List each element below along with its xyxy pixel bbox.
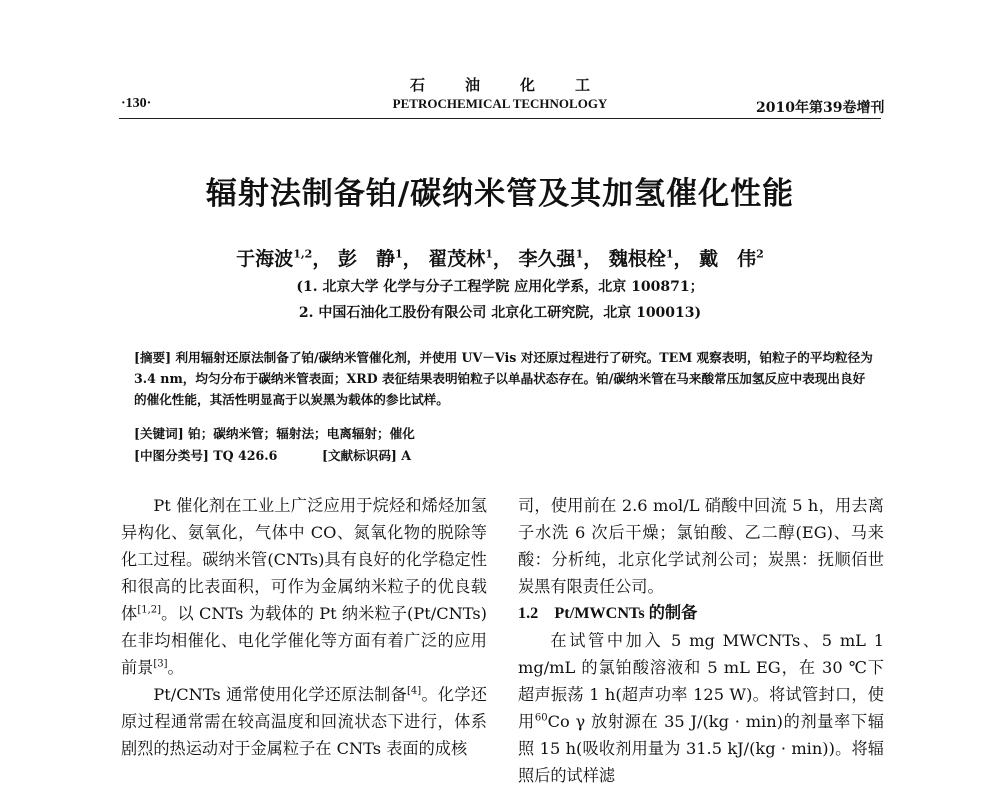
page-number: ·130·	[121, 96, 152, 111]
citation: [3]	[153, 658, 168, 670]
doc-code-value: A	[401, 448, 412, 463]
citation: [1,2]	[137, 604, 162, 616]
doc-code-label: [文献标识码]	[322, 448, 397, 463]
author-affiliation-mark: 1	[394, 247, 403, 261]
author-affiliation-mark: 1,2	[293, 247, 313, 261]
author-affiliation-mark: 1	[665, 247, 674, 261]
header-rule	[119, 118, 881, 119]
body-text: Pt/CNTs 通常使用化学还原法制备	[153, 685, 408, 704]
author-affiliation-mark: 1	[485, 247, 493, 261]
paper-title: 辐射法制备铂/碳纳米管及其加氢催化性能	[205, 176, 795, 212]
body-text: Pt 催化剂在工业上广泛应用于烷烃和烯烃加氢异构化、氨氧化，气体中 CO、氮氧化物的脱除等化工过程。碳纳米管(CNTs)具有良好的化学稳定性和很高的比表面积，可作为金属纳米粒子的优良载体	[121, 496, 487, 623]
citation: [4]	[407, 685, 422, 697]
abstract-label: [摘要]	[134, 350, 172, 365]
author: 魏根栓	[608, 248, 666, 270]
body-paragraph	[121, 492, 487, 681]
author-affiliation-mark: 1	[575, 247, 584, 261]
body-column-left	[121, 492, 487, 762]
body-text: Co γ 放射源在 35 J/(kg · min)的剂量率下辐照 15 h(吸收剂用量为 31.5 kJ/(kg · min))。将辐照后的试样滤	[518, 712, 884, 785]
document-code	[322, 445, 411, 464]
body-text: 在试管中加入 5 mg MWCNTs、5 mL 1 mg/mL 的氯铂酸溶液和 5 mL EG，在 30 ℃下超声振荡 1 h(超声功率 125 W)。将试管封口，使用	[518, 631, 884, 731]
author: 戴 伟	[699, 248, 757, 270]
section-heading: 1.2 Pt/MWCNTs 的制备	[518, 604, 698, 622]
clc-value: TQ 426.6	[213, 448, 278, 463]
body-text: 。	[167, 658, 184, 677]
clc-number	[134, 445, 277, 464]
author: 翟茂林	[428, 248, 486, 270]
body-text: 。以 CNTs 为载体的 Pt 纳米粒子(Pt/CNTs)在非均相催化、电化学催化等方面有着广泛的应用前景	[121, 604, 488, 677]
body-text: 。化学还原过程通常需在较高温度和回流状态下进行，体系剧烈的热运动对于金属粒子在 CNTs 表面的成核	[121, 685, 487, 758]
author-affiliation-mark: 2	[756, 247, 764, 261]
author: 于海波	[236, 248, 294, 270]
abstract	[134, 347, 876, 410]
keywords-label: [关键词]	[134, 426, 184, 441]
author: 李久强	[518, 248, 576, 270]
body-column-right	[518, 492, 884, 789]
issue-label: 2010年第39卷增刊	[756, 100, 885, 116]
journal-name-en: PETROCHEMICAL TECHNOLOGY	[392, 96, 608, 111]
abstract-text: 利用辐射还原法制备了铂/碳纳米管催化剂，并使用 UV－Vis 对还原过程进行了研究。TEM 观察表明，铂粒子的平均粒径为 3.4 nm，均匀分布于碳纳米管表面；XRD 表征结果表明铂粒子以单晶状态存在。铂/碳纳米管在马来酸常压加氢反应中表现出良好的催化性能，其活性明显高于以炭黑为载体的参比试样。	[134, 350, 873, 407]
body-paragraph: 司，使用前在 2.6 mol/L 硝酸中回流 5 h，用去离子水洗 6 次后干燥；氯铂酸、乙二醇(EG)、马来酸：分析纯，北京化学试剂公司；炭黑：抚顺佰世炭黑有限责任公司。	[518, 496, 884, 596]
body-paragraph	[121, 681, 487, 762]
affiliation-1: (1. 北京大学 化学与分子工程学院 应用化学系，北京 100871；	[296, 279, 704, 295]
clc-label: [中图分类号]	[134, 448, 209, 463]
author: 彭 静	[337, 248, 395, 270]
body-paragraph	[518, 627, 884, 789]
isotope-mass-number: 60	[534, 712, 548, 724]
journal-name-zh: 石油化工	[409, 76, 630, 94]
keywords	[134, 423, 415, 442]
affiliation-2: 2. 中国石油化工股份有限公司 北京化工研究院，北京 100013)	[298, 305, 702, 321]
keywords-text: 铂；碳纳米管；辐射法；电离辐射；催化	[188, 426, 415, 441]
author-list: 于海波$^{1,2}$， 彭 静$^1$， 翟茂林$^1$， 李久强$^1$， 魏根栓$^1$， 戴 伟$^2$	[236, 247, 764, 270]
